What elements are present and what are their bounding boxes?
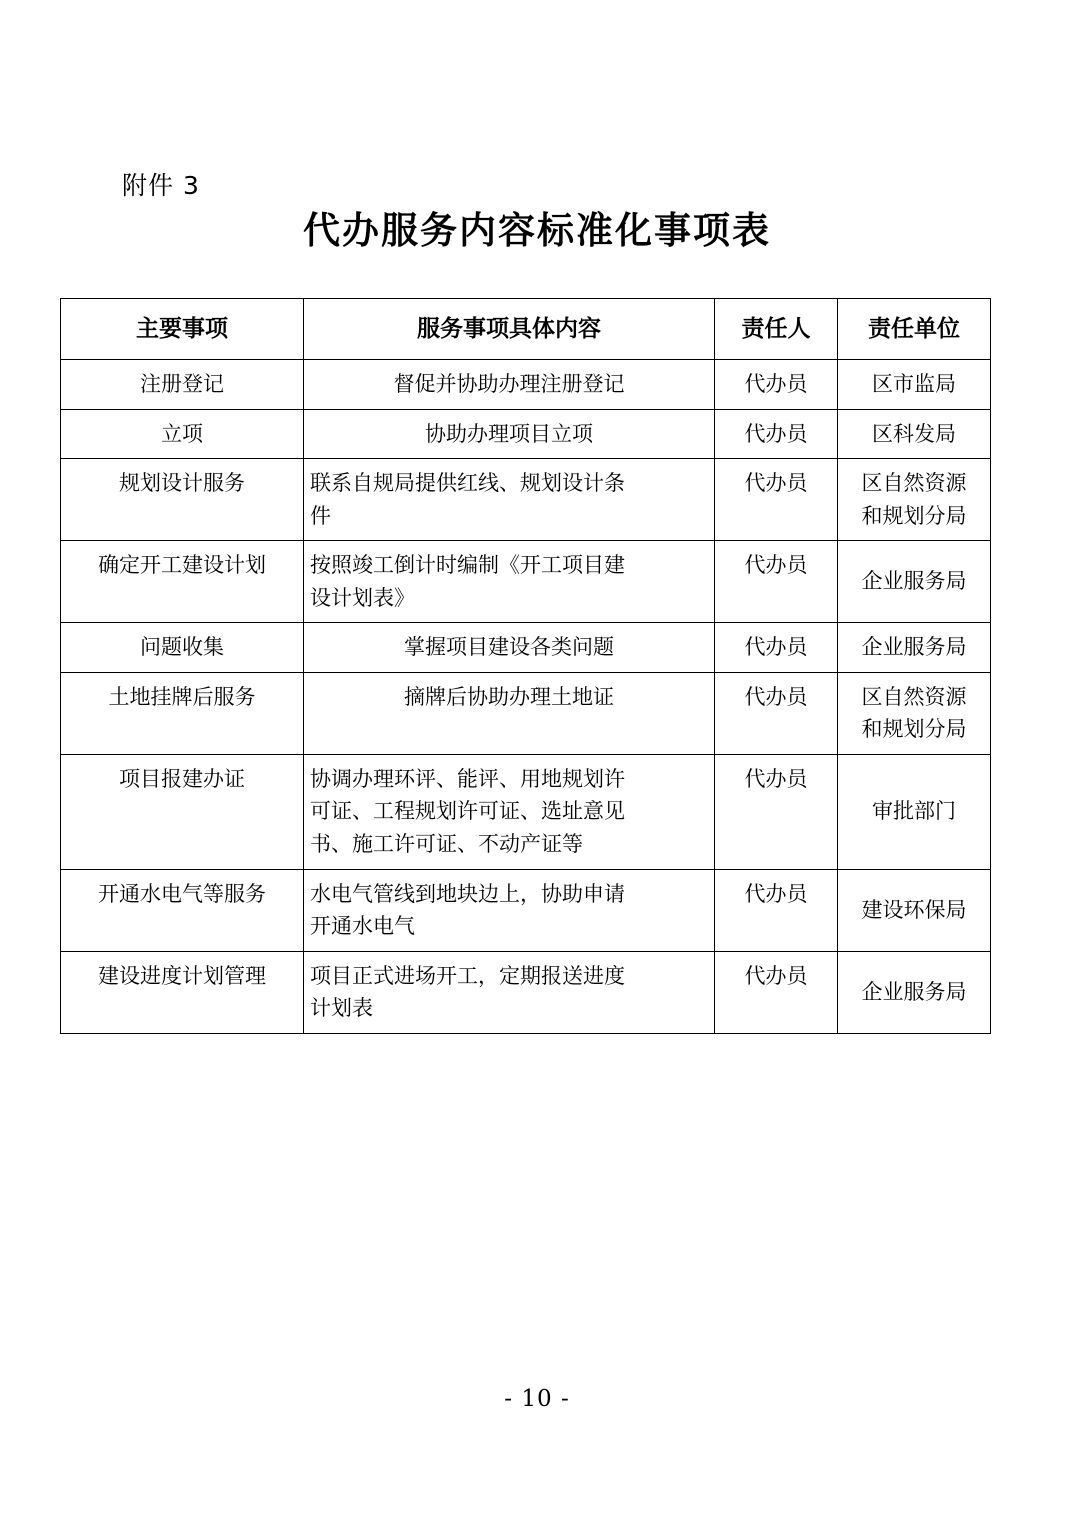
cell-item: 项目报建办证 — [61, 754, 304, 869]
page-title: 代办服务内容标准化事项表 — [303, 208, 771, 252]
cell-unit: 建设环保局 — [838, 869, 991, 951]
cell-detail: 摘牌后协助办理土地证 — [304, 672, 715, 754]
service-items-table — [60, 298, 991, 1034]
column-header-person: 责任人 — [715, 299, 838, 360]
attachment-label: 附件 3 — [122, 171, 200, 200]
table-row — [61, 623, 991, 673]
cell-detail: 水电气管线到地块边上，协助申请 开通水电气 — [304, 869, 715, 951]
table-body — [61, 360, 991, 1034]
column-header-unit: 责任单位 — [838, 299, 991, 360]
table-row — [61, 541, 991, 623]
cell-person: 代办员 — [715, 869, 838, 951]
table-row — [61, 754, 991, 869]
cell-detail: 掌握项目建设各类问题 — [304, 623, 715, 673]
cell-item: 注册登记 — [61, 360, 304, 410]
cell-unit: 企业服务局 — [838, 623, 991, 673]
cell-detail: 督促并协助办理注册登记 — [304, 360, 715, 410]
cell-unit: 审批部门 — [838, 754, 991, 869]
table-row — [61, 360, 991, 410]
cell-detail: 协助办理项目立项 — [304, 409, 715, 459]
cell-unit: 区自然资源 和规划分局 — [838, 672, 991, 754]
table-header-row — [61, 299, 991, 360]
cell-detail: 联系自规局提供红线、规划设计条 件 — [304, 459, 715, 541]
cell-person: 代办员 — [715, 541, 838, 623]
table-header — [61, 299, 991, 360]
table-row — [61, 672, 991, 754]
cell-detail: 项目正式进场开工，定期报送进度 计划表 — [304, 951, 715, 1033]
cell-item: 土地挂牌后服务 — [61, 672, 304, 754]
cell-item: 开通水电气等服务 — [61, 869, 304, 951]
column-header-item: 主要事项 — [61, 299, 304, 360]
cell-person: 代办员 — [715, 360, 838, 410]
cell-person: 代办员 — [715, 459, 838, 541]
cell-person: 代办员 — [715, 409, 838, 459]
cell-unit: 区自然资源 和规划分局 — [838, 459, 991, 541]
cell-unit: 企业服务局 — [838, 951, 991, 1033]
column-header-detail: 服务事项具体内容 — [304, 299, 715, 360]
cell-person: 代办员 — [715, 951, 838, 1033]
cell-item: 确定开工建设计划 — [61, 541, 304, 623]
table-row — [61, 409, 991, 459]
cell-detail: 协调办理环评、能评、用地规划许 可证、工程规划许可证、选址意见 书、施工许可证、不动产证等 — [304, 754, 715, 869]
cell-item: 建设进度计划管理 — [61, 951, 304, 1033]
cell-unit: 区科发局 — [838, 409, 991, 459]
cell-unit: 区市监局 — [838, 360, 991, 410]
page-number: - 10 - — [504, 1386, 570, 1412]
cell-item: 立项 — [61, 409, 304, 459]
cell-person: 代办员 — [715, 754, 838, 869]
cell-item: 规划设计服务 — [61, 459, 304, 541]
cell-detail: 按照竣工倒计时编制《开工项目建 设计划表》 — [304, 541, 715, 623]
table-row — [61, 459, 991, 541]
cell-unit: 企业服务局 — [838, 541, 991, 623]
cell-person: 代办员 — [715, 672, 838, 754]
table-row — [61, 869, 991, 951]
table-row — [61, 951, 991, 1033]
cell-person: 代办员 — [715, 623, 838, 673]
cell-item: 问题收集 — [61, 623, 304, 673]
